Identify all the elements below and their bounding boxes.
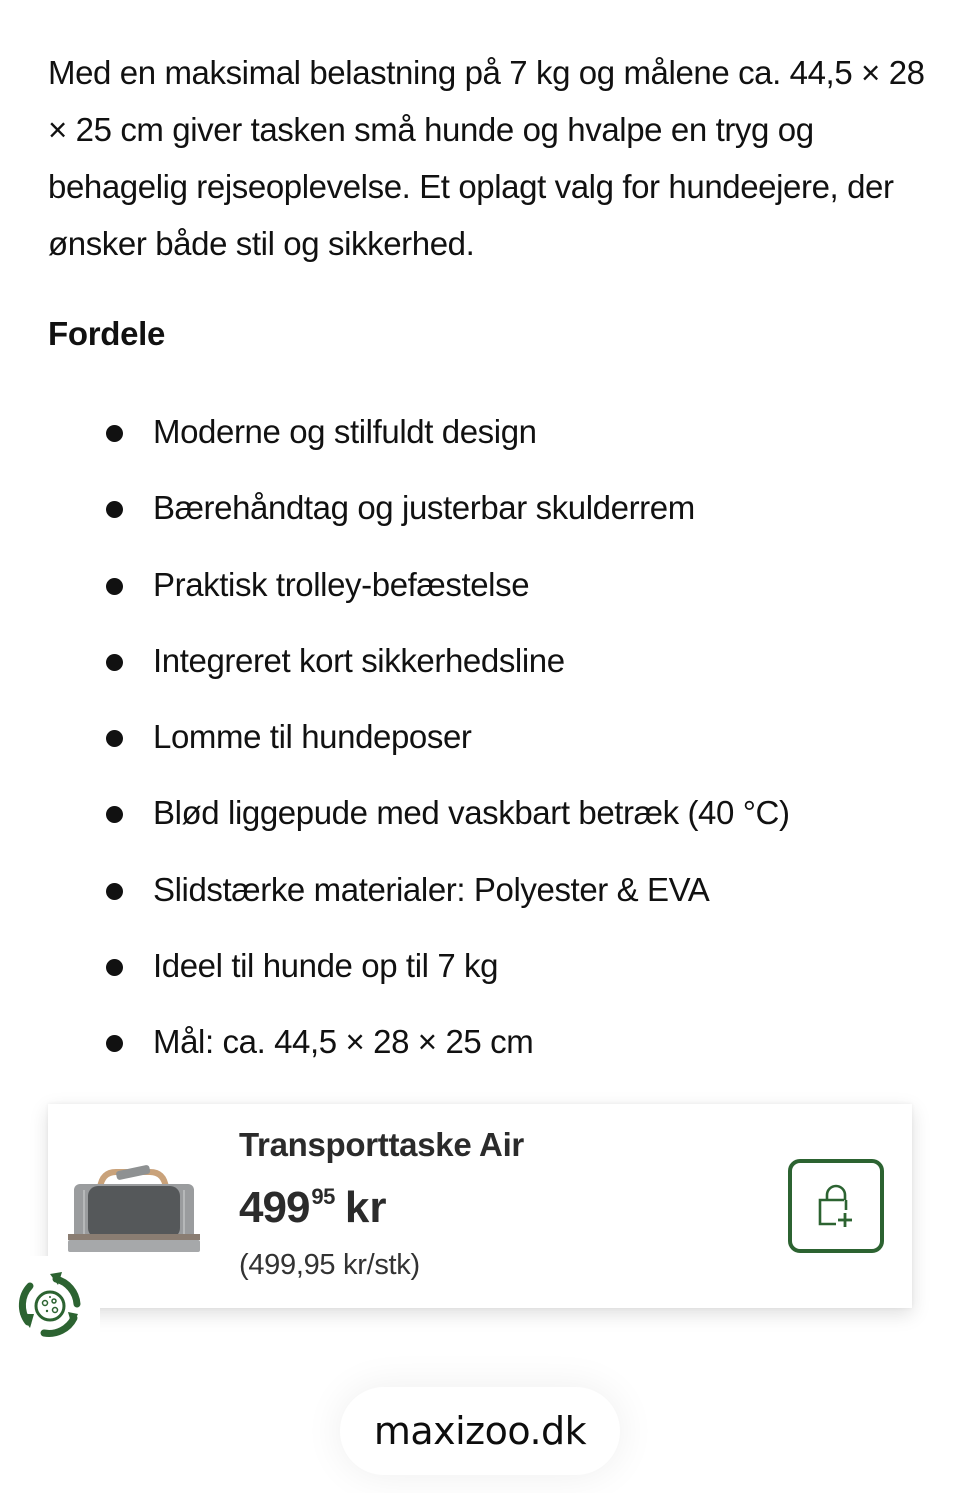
- sticky-product-bar: [48, 1104, 912, 1308]
- product-image[interactable]: [66, 1162, 200, 1254]
- benefit-text: Integreret kort sikkerhedsline: [153, 641, 565, 679]
- price-currency: kr: [344, 1183, 387, 1232]
- benefits-heading: Fordele: [48, 315, 166, 352]
- product-description: Med en maksimal belastning på 7 kg og målene ca. 44,5 × 28 × 25 cm giver tasken små hunde og hvalpe en tryg og behagelig rejseoplevelse. Et oplagt valg for hundeejere, der ønsker både stil og sikkerhed.: [48, 54, 925, 262]
- benefit-text: Mål: ca. 44,5 × 28 × 25 cm: [153, 1023, 534, 1061]
- unit-price: (499,95 kr/stk): [239, 1249, 420, 1281]
- benefit-text: Blød liggepude med vaskbart betræk (40 °C): [153, 794, 790, 832]
- benefit-text: Moderne og stilfuldt design: [153, 413, 537, 450]
- benefit-item: [0, 404, 960, 480]
- bullet-icon: [106, 425, 123, 442]
- benefit-text: Bærehåndtag og justerbar skulderrem: [153, 489, 695, 527]
- bullet-icon: [106, 1035, 123, 1052]
- price-decimals: 95: [311, 1184, 335, 1209]
- product-title[interactable]: Transporttaske Air: [239, 1126, 524, 1163]
- benefit-item: [0, 938, 960, 1014]
- benefit-item: [0, 1014, 960, 1090]
- product-price: [239, 1182, 387, 1234]
- bullet-icon: [106, 501, 123, 518]
- benefit-item: [0, 633, 960, 709]
- benefit-item: [0, 480, 960, 556]
- benefit-item: [0, 862, 960, 938]
- benefit-text: Slidstærke materialer: Polyester & EVA: [153, 870, 710, 908]
- bullet-icon: [106, 959, 123, 976]
- benefit-item: [0, 557, 960, 633]
- add-to-cart-button[interactable]: [788, 1159, 884, 1253]
- browser-url-bar[interactable]: maxizoo.dk: [340, 1387, 620, 1475]
- benefits-list: [0, 404, 960, 1091]
- recycle-circle-icon: [14, 1270, 86, 1342]
- bullet-icon: [106, 578, 123, 595]
- benefit-item: [0, 785, 960, 861]
- bullet-icon: [106, 654, 123, 671]
- bullet-icon: [106, 730, 123, 747]
- price-integer: 499: [239, 1183, 310, 1232]
- benefit-item: [0, 709, 960, 785]
- bullet-icon: [106, 883, 123, 900]
- benefit-text: Praktisk trolley-befæstelse: [153, 565, 530, 603]
- eco-badge[interactable]: [0, 1256, 100, 1356]
- pet-carrier-bag-icon: [66, 1162, 200, 1254]
- shopping-bag-add-icon: [816, 1184, 856, 1228]
- benefit-text: Ideel til hunde op til 7 kg: [153, 947, 499, 985]
- benefit-text: Lomme til hundeposer: [153, 718, 472, 756]
- bullet-icon: [106, 806, 123, 823]
